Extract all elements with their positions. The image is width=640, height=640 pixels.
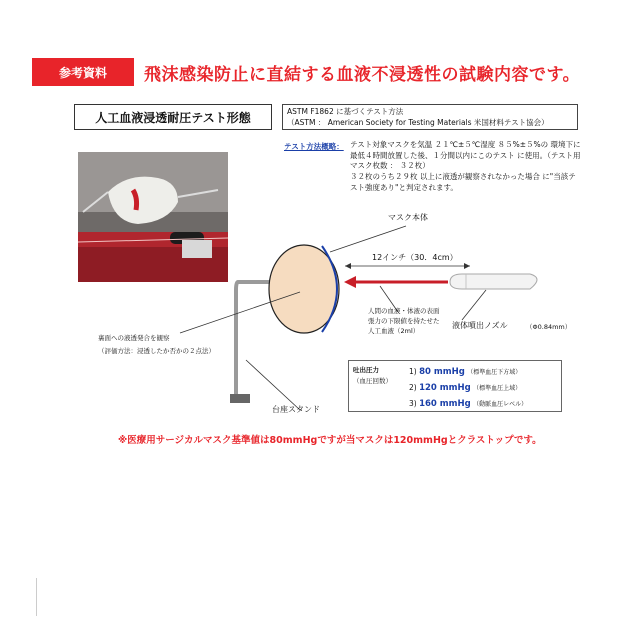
pressure-item-3 bbox=[409, 396, 527, 412]
astm-line-1: ASTM F1862 に基づくテスト方法 bbox=[287, 107, 404, 116]
blood-desc-2: 張力の下限値を持たせた bbox=[368, 317, 440, 325]
mask-body-label: マスク本体 bbox=[388, 213, 428, 222]
reference-badge: 参考資料 bbox=[32, 58, 134, 86]
pressure-item-note: （標準血圧下方域） bbox=[467, 369, 522, 376]
blood-desc-1: 人間の血液・体液の表面 bbox=[368, 307, 440, 315]
nozzle-label: 液体噴出ノズル bbox=[452, 321, 508, 330]
page-title: 飛沫感染防止に直結する血液不浸透性の試験内容です。 bbox=[144, 65, 581, 85]
distance-label: 12インチ（30．4cm） bbox=[372, 253, 458, 262]
pressure-item-value: 120 mmHg bbox=[419, 383, 471, 393]
pressure-item-value: 160 mmHg bbox=[419, 399, 471, 409]
blood-desc-3: 人工血液（2ml） bbox=[368, 327, 420, 335]
pressure-item-note: （動脈血圧レベル） bbox=[473, 401, 528, 408]
method-label: テスト方法概略： bbox=[284, 142, 344, 151]
pressure-box bbox=[348, 360, 562, 412]
stand-pole bbox=[236, 282, 246, 396]
observe-label: 裏面への液透発合を観察 bbox=[98, 334, 170, 342]
method-text-1: テスト対象マスクを気温 ２１℃±５℃湿度 ８５%±５%の 環境下に最低４時間放置した後、１分間以内にこのテスト に使用。（テスト用マスク枚数 ： ３２枚） bbox=[350, 140, 581, 170]
divider bbox=[36, 578, 37, 616]
pressure-item-num: 2) bbox=[409, 383, 417, 392]
evaluation-label: （評価方法：浸透したか否かの２点法） bbox=[98, 347, 215, 355]
pressure-item-num: 1) bbox=[409, 367, 417, 376]
pressure-item-2 bbox=[409, 380, 527, 396]
nozzle-size-label: （Φ0.84mm） bbox=[526, 323, 572, 331]
nozzle bbox=[450, 274, 537, 289]
pressure-item-num: 3) bbox=[409, 399, 417, 408]
stand-label: 台座スタンド bbox=[272, 405, 320, 414]
pressure-label: 吐出圧力 bbox=[353, 366, 379, 374]
pressure-item-note: （標準血圧上域） bbox=[473, 385, 522, 392]
astm-line-2: （ASTM ： American Society for Testing Materials 米国材料テスト協会） bbox=[287, 118, 549, 127]
stand-base bbox=[230, 394, 250, 403]
method-text-2: ３２枚のうち２９枚 以上に液透が観察されなかった場合 に"当該テスト強度あり"と判定されます。 bbox=[350, 172, 576, 192]
test-type-box: 人工血液浸透耐圧テスト形態 bbox=[74, 104, 272, 130]
pressure-item-value: 80 mmHg bbox=[419, 367, 465, 377]
footer-note: ※医療用サージカルマスク基準値は80mmHgですが当マスクは120mmHgとクラストップです。 bbox=[118, 435, 542, 446]
pressure-sublabel: （血圧回数） bbox=[353, 377, 392, 385]
pressure-item-1 bbox=[409, 364, 527, 380]
